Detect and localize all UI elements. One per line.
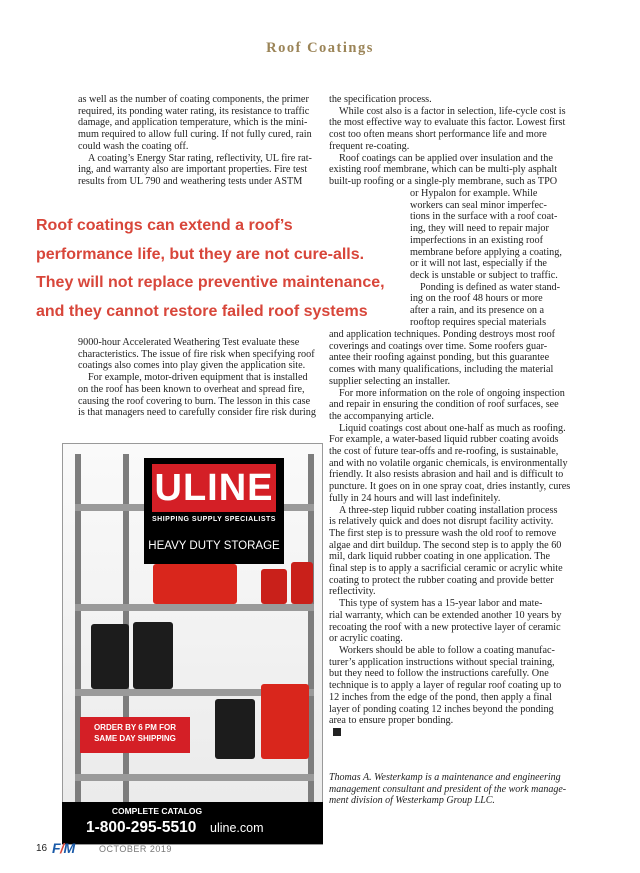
text-line: is relatively quick and does not disrupt facility activity. bbox=[329, 516, 554, 528]
text-line: For more information on the role of ongoing inspection bbox=[339, 387, 565, 399]
black-pail bbox=[91, 624, 129, 689]
text-line: For example, motor-driven equipment that is installed bbox=[88, 372, 308, 384]
text-line: results from UL 790 and weathering tests under ASTM bbox=[78, 175, 303, 187]
text-line: built-up roofing or a single-ply membrane, such as TPO bbox=[329, 175, 558, 187]
text-line: For example, a water-based liquid rubber coating avoids bbox=[329, 434, 559, 446]
text-line: Ponding is defined as water stand- bbox=[420, 281, 561, 293]
order-line-1: ORDER BY 6 PM FOR bbox=[93, 723, 177, 732]
text-line: or it will not last, especially if the bbox=[410, 258, 547, 270]
text-line: causing the roof covering to burn. The lesson in this case bbox=[78, 395, 311, 407]
text-line: workers can seal minor imperfec- bbox=[410, 199, 547, 211]
mag-letter-m: M bbox=[63, 840, 75, 856]
text-line: could wash the coating off. bbox=[78, 140, 189, 152]
text-line: algae and dirt buildup. The second step is to apply the 60 bbox=[329, 539, 562, 551]
text-line: puncture. It goes on in one spray coat, dries instantly, cures bbox=[329, 481, 571, 493]
text-line: or Hypalon for example. While bbox=[410, 188, 538, 199]
text-line: ing, and warranty also are important properties. Fire test bbox=[78, 164, 308, 176]
text-line: Liquid coatings cost about one-half as much as roofing. bbox=[339, 422, 566, 434]
pull-quote-line: performance life, but they are not cure-alls. bbox=[36, 245, 365, 263]
order-badge bbox=[80, 717, 190, 753]
text-line: A three-step liquid rubber coating installation process bbox=[339, 504, 558, 516]
text-line: A coating’s Energy Star rating, reflectivity, UL fire rat- bbox=[88, 152, 312, 164]
red-drum bbox=[261, 684, 309, 759]
text-line: and with no volatile organic chemicals, is environmentally bbox=[329, 457, 568, 469]
text-line: or acrylic coating. bbox=[329, 633, 403, 645]
text-line: 9000-hour Accelerated Weathering Test evaluate these bbox=[78, 337, 300, 348]
ad-tagline: HEAVY DUTY STORAGE bbox=[148, 540, 280, 552]
end-of-article-mark bbox=[333, 728, 341, 736]
black-pail bbox=[215, 699, 255, 759]
text-line: frequent re-coating. bbox=[329, 140, 410, 152]
red-safety-can bbox=[261, 569, 287, 604]
text-line: ing on the roof 48 hours or more bbox=[410, 293, 543, 305]
order-line-2: SAME DAY SHIPPING bbox=[94, 734, 176, 743]
text-line: on the roof has been known to overheat and spread fire, bbox=[78, 383, 305, 395]
catalog-label: COMPLETE CATALOG bbox=[111, 806, 203, 816]
text-line: the accompanying article. bbox=[329, 410, 434, 422]
text-line: cost too often means short performance life and more bbox=[329, 129, 547, 141]
text-line: supplier selecting an installer. bbox=[329, 375, 451, 387]
text-line: comes with many qualifications, including the material bbox=[329, 364, 554, 376]
author-bio bbox=[329, 772, 601, 807]
bio-line: management consultant and president of the work manage- bbox=[329, 783, 567, 795]
text-line: the specification process. bbox=[329, 94, 432, 105]
logo-subtitle: SHIPPING SUPPLY SPECIALISTS bbox=[152, 516, 276, 523]
left-column-middle-text bbox=[78, 337, 321, 419]
text-line: mil, dark liquid rubber coating in one application. The bbox=[329, 551, 551, 563]
shelf-level-2 bbox=[75, 604, 314, 611]
text-line: 12 inches from the edge of the pond, then apply a final bbox=[329, 691, 552, 703]
text-line: and application techniques. Ponding destroys most roof bbox=[329, 329, 556, 340]
text-line: damage, and application temperature, which is the mini- bbox=[78, 117, 308, 129]
page-number: 16 bbox=[36, 843, 48, 854]
left-column-top-text bbox=[78, 94, 321, 188]
black-pail bbox=[133, 622, 173, 689]
bio-line: ment division of Westerkamp Group LLC. bbox=[329, 795, 495, 806]
text-line: rial warranty, which can be extended another 10 years by bbox=[329, 609, 562, 621]
text-line: membrane before applying a coating, bbox=[410, 246, 562, 258]
uline-logo: ULINE bbox=[152, 464, 276, 512]
pull-quote-line: and they cannot restore failed roof systems bbox=[36, 302, 368, 320]
text-line: Workers should be able to follow a coating manufac- bbox=[339, 644, 555, 656]
red-safety-can bbox=[291, 562, 313, 604]
text-line: and repair in ensuring the condition of roof surfaces, see bbox=[329, 399, 559, 411]
text-line: coatings also comes into play given the application site. bbox=[78, 360, 306, 372]
text-line: the most effective way to evaluate this factor. Lowest first bbox=[329, 117, 566, 129]
pull-quote-line: Roof coatings can extend a roof’s bbox=[36, 217, 293, 234]
mag-letter-f: F bbox=[52, 840, 61, 856]
shelf-level-4 bbox=[75, 774, 314, 781]
text-line: layer of ponding coating 12 inches beyond the ponding bbox=[329, 703, 554, 715]
text-line: friendly. It also resists abrasion and hail and is difficult to bbox=[329, 469, 564, 481]
text-line: turer’s application instructions without special training, bbox=[329, 656, 555, 668]
text-line: tions in the surface with a roof coat- bbox=[410, 211, 558, 223]
website-link[interactable]: uline.com bbox=[210, 821, 264, 835]
text-line: technique is to apply a layer of regular roof coating up to bbox=[329, 680, 562, 692]
text-line: antee their roofing against ponding, but this guarantee bbox=[329, 352, 550, 364]
text-line: the cost of future tear-offs and re-roofing, is sustainable, bbox=[329, 446, 559, 458]
text-line: is that managers need to carefully consider fire risk during bbox=[78, 407, 316, 419]
text-line: existing roof membrane, which can be multi-ply asphalt bbox=[329, 164, 558, 176]
text-line: coverings and coatings over time. Some roofers guar- bbox=[329, 340, 548, 352]
text-line: Roof coatings can be applied over insulation and the bbox=[339, 152, 553, 164]
pull-quote bbox=[36, 212, 412, 326]
text-line: fully in 24 hours and will last indefinitely. bbox=[329, 492, 501, 504]
phone-number[interactable]: 1-800-295-5510 bbox=[86, 819, 197, 836]
text-line: characteristics. The issue of fire risk when specifying roof bbox=[78, 348, 315, 360]
bio-line: Thomas A. Westerkamp is a maintenance and engineering bbox=[329, 772, 561, 783]
text-line: but they need to follow the instructions carefully. One bbox=[329, 668, 549, 680]
red-toolbox bbox=[153, 564, 237, 604]
text-line: ing, they will need to repair major bbox=[410, 223, 549, 235]
magazine-logo bbox=[52, 840, 75, 856]
text-line: imperfections in an existing roof bbox=[410, 234, 543, 246]
text-line: required, its ponding water rating, its resistance to traffic bbox=[78, 105, 310, 117]
text-line: area to ensure proper bonding. bbox=[329, 715, 454, 727]
text-line: deck is unstable or subject to traffic. bbox=[410, 269, 558, 281]
text-line: coating to protect the rubber coating and provide better bbox=[329, 574, 554, 586]
text-line: final step is to apply a sacrificial ceramic or acrylic white bbox=[329, 563, 563, 575]
text-line: This type of system has a 15-year labor and mate- bbox=[339, 598, 543, 610]
text-line: as well as the number of coating components, the primer bbox=[78, 94, 309, 105]
right-column-top-text bbox=[329, 94, 601, 188]
text-line: The first step is to pressure wash the old roof to remove bbox=[329, 527, 557, 539]
right-column-bottom-text bbox=[329, 329, 601, 739]
text-line: reflectivity. bbox=[329, 586, 376, 598]
mag-slash: / bbox=[60, 840, 64, 856]
pull-quote-line: They will not replace preventive maintenance, bbox=[36, 274, 385, 291]
text-line: recoating the roof with a new protective layer of ceramic bbox=[329, 621, 561, 633]
right-column-wrapped-text bbox=[410, 188, 601, 328]
running-header: Roof Coatings bbox=[266, 40, 374, 56]
text-line: While cost also is a factor in selection, life-cycle cost is bbox=[339, 105, 566, 117]
text-line: rooftop requires special materials bbox=[410, 316, 547, 328]
text-line: after a rain, and its presence on a bbox=[410, 305, 545, 317]
issue-date: OCTOBER 2019 bbox=[99, 844, 172, 854]
text-line: mum required to allow full curing. If not fully cured, rain bbox=[78, 129, 312, 141]
